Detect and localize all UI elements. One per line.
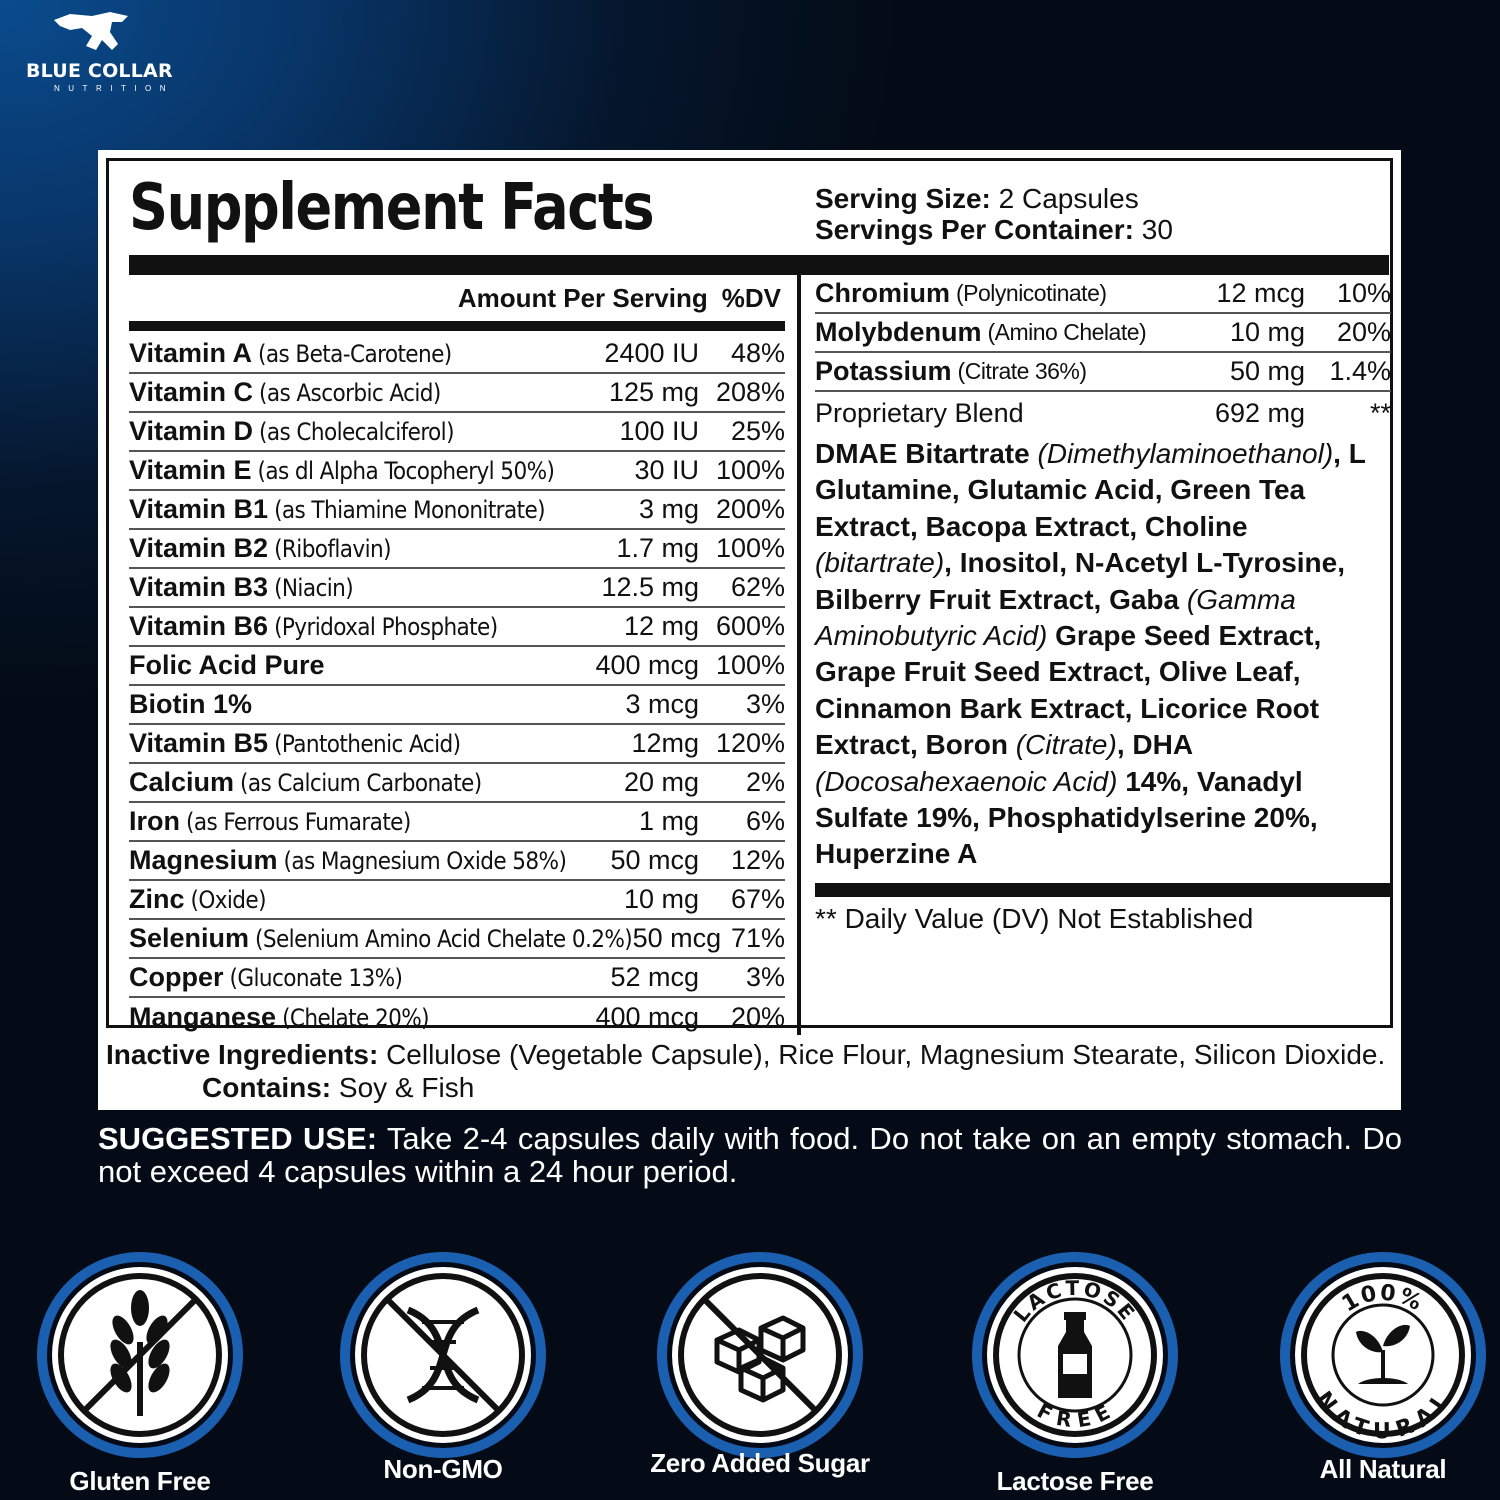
inactive-text: Cellulose (Vegetable Capsule), Rice Flour, Magnesium Stearate, Silicon Dioxide. — [378, 1039, 1386, 1070]
contains-text: Soy & Fish — [331, 1072, 475, 1103]
nutrient-dv: 208% — [715, 377, 785, 407]
column-divider — [797, 275, 801, 1035]
nutrient-amount: 2400 IU — [604, 338, 699, 368]
nutrient-dv: 2% — [745, 767, 785, 797]
nutrient-source: (Chelate 20%) — [282, 1003, 429, 1032]
badge-label: Non-GMO — [383, 1454, 503, 1484]
nutrient-dv: 100% — [715, 533, 785, 563]
nutrient-name: Calcium — [129, 767, 235, 797]
ring-bottom-text: FREE — [1033, 1398, 1117, 1433]
right-bottom-bar — [815, 883, 1393, 897]
nutrient-source: (as Ascorbic Acid) — [259, 378, 441, 407]
nutrient-amount: 12mg — [631, 728, 699, 758]
nutrient-amount: 52 mcg — [610, 962, 699, 992]
wheat-crossed-icon — [35, 1250, 245, 1460]
nutrient-source: (Pantothenic Acid) — [274, 729, 461, 758]
nutrient-dv: 3% — [745, 962, 785, 992]
badge-lactose-free — [965, 1250, 1185, 1496]
nutrient-dv: 25% — [730, 416, 785, 446]
nutrient-name: Iron — [129, 806, 180, 836]
nutrient-row — [129, 881, 785, 920]
nutrient-dv: 600% — [715, 611, 785, 641]
blend-ingredient-note: (Citrate) — [1015, 729, 1117, 761]
dv-header: %DV — [721, 282, 781, 313]
nutrient-source: (Amino Chelate) — [987, 319, 1147, 345]
nutrient-row — [129, 413, 785, 452]
bull-logo-icon — [52, 10, 132, 58]
nutrient-amount: 400 mcg — [595, 1002, 699, 1032]
servings-value: 30 — [1141, 214, 1173, 245]
badges-row — [0, 1250, 1500, 1500]
brand-logo — [26, 10, 206, 93]
nutrient-table-right — [815, 275, 1391, 873]
nutrient-source: (Riboflavin) — [274, 534, 391, 563]
blend-ingredient-text: 14%, Vanadyl Sulfate 19%, Phosphatidylserine 20%, Huperzine A — [815, 765, 1318, 870]
nutrient-row — [815, 353, 1391, 392]
badge-label: Zero Added Sugar — [650, 1448, 870, 1478]
nutrient-name: Vitamin A — [129, 338, 253, 368]
ring-top-text: 100% — [1337, 1280, 1428, 1318]
nutrient-row — [129, 725, 785, 764]
servings-label: Servings Per Container: — [815, 214, 1134, 245]
nutrient-row — [815, 275, 1391, 314]
nutrient-name: Vitamin D — [129, 416, 254, 446]
nutrient-amount: 125 mg — [608, 377, 699, 407]
badge-label: Lactose Free — [996, 1466, 1154, 1496]
nutrient-dv: 100% — [715, 650, 785, 680]
nutrient-source: (as Magnesium Oxide 58%) — [283, 846, 567, 875]
nutrient-row — [129, 452, 785, 491]
nutrient-name: Chromium — [815, 278, 950, 308]
blend-ingredient-note: (Docosahexaenoic Acid) — [815, 765, 1118, 797]
nutrient-row — [129, 686, 785, 725]
amount-header: Amount Per Serving — [457, 282, 708, 313]
nutrient-row — [129, 764, 785, 803]
nutrient-source: (as Ferrous Fumarate) — [186, 807, 411, 836]
nutrient-name: Vitamin B1 — [129, 494, 269, 524]
proprietary-blend-row — [815, 392, 1391, 434]
suggested-use — [98, 1122, 1402, 1188]
inactive-label: Inactive Ingredients: — [106, 1039, 379, 1070]
nutrient-source: (Polynicotinate) — [956, 280, 1107, 306]
nutrient-dv: 62% — [730, 572, 785, 602]
dv-note: ** Daily Value (DV) Not Established — [815, 903, 1254, 934]
blend-ingredient-text: DMAE Bitartrate — [815, 438, 1038, 469]
blend-ingredient-note: (Gamma Aminobutyric Acid) — [815, 583, 1296, 652]
nutrient-dv: 120% — [715, 728, 785, 758]
nutrient-name: Vitamin E — [129, 455, 252, 485]
nutrient-source: (Selenium Amino Acid Chelate 0.2%) — [255, 924, 633, 953]
suggested-use-label: SUGGESTED USE: — [98, 1121, 378, 1156]
nutrient-table-left — [129, 275, 785, 1037]
ring-bottom-text: NATURAL — [1310, 1387, 1456, 1445]
milk-bottle-icon — [970, 1250, 1180, 1460]
nutrient-amount: 30 IU — [634, 455, 699, 485]
nutrient-source: (as Cholecalciferol) — [259, 417, 454, 446]
table-header — [129, 275, 785, 321]
blend-ingredient-text: , DHA — [1116, 729, 1193, 761]
nutrient-dv: 200% — [715, 494, 785, 524]
nutrient-dv: 1.4% — [1329, 356, 1391, 386]
nutrient-dv: 6% — [745, 806, 785, 836]
nutrient-dv: 10% — [1336, 278, 1391, 308]
nutrient-amount: 100 IU — [619, 416, 699, 446]
nutrient-amount: 50 mcg — [610, 845, 699, 875]
inactive-ingredients — [106, 1038, 1386, 1104]
nutrient-row — [129, 374, 785, 413]
nutrient-source: (Niacin) — [274, 573, 354, 602]
serving-size-value: 2 Capsules — [998, 183, 1139, 214]
header-divider — [129, 321, 785, 331]
supplement-facts-panel — [98, 150, 1401, 1110]
brand-name: BLUE COLLAR — [26, 60, 173, 82]
blend-amount: 692 mg — [1214, 397, 1305, 428]
blend-ingredients — [815, 436, 1391, 873]
nutrient-row — [129, 842, 785, 881]
blend-ingredient-text: , L Glutamine, Glutamic Acid, Green Tea Extract, Bacopa Extract, Choline — [815, 438, 1366, 542]
nutrient-amount: 1 mg — [638, 806, 699, 836]
nutrient-dv: 67% — [730, 884, 785, 914]
badge-gluten-free — [30, 1250, 250, 1496]
sugar-cubes-crossed-icon — [655, 1250, 865, 1460]
nutrient-row — [129, 920, 785, 959]
blend-ingredient-note: (bitartrate) — [815, 547, 945, 579]
nutrient-row — [815, 314, 1391, 353]
nutrient-dv: 100% — [715, 455, 785, 485]
nutrient-amount: 50 mcg — [632, 923, 722, 953]
blend-ingredient-note: (Dimethylaminoethanol) — [1037, 438, 1334, 469]
blend-ingredient-text: Grape Seed Extract, Grape Fruit Seed Extract, Olive Leaf, Cinnamon Bark Extract, Licorice Root Extract, Boron — [815, 620, 1322, 761]
badge-label: All Natural — [1319, 1454, 1447, 1484]
nutrient-name: Manganese — [129, 1002, 277, 1032]
serving-size-label: Serving Size: — [815, 183, 991, 214]
nutrient-dv: 3% — [745, 689, 785, 719]
facts-box — [106, 158, 1393, 1032]
facts-title: Supplement Facts — [129, 171, 654, 245]
nutrient-amount: 3 mg — [638, 494, 699, 524]
nutrient-source: (Oxide) — [190, 885, 266, 914]
blend-name: Proprietary Blend — [815, 397, 1024, 428]
badge-non-gmo — [333, 1250, 553, 1484]
nutrient-name: Vitamin C — [129, 377, 254, 407]
nutrient-amount: 10 mg — [623, 884, 699, 914]
blend-ingredient-text: , Inositol, N-Acetyl L-Tyrosine, Bilberry Fruit Extract, Gaba — [815, 547, 1346, 615]
nutrient-row — [129, 608, 785, 647]
nutrient-name: Folic Acid Pure — [129, 650, 325, 680]
nutrient-dv: 12% — [730, 845, 785, 875]
nutrient-name: Vitamin B2 — [129, 533, 269, 563]
nutrient-dv: 71% — [730, 923, 785, 953]
nutrient-name: Selenium — [129, 923, 250, 953]
nutrient-amount: 12.5 mg — [601, 572, 699, 602]
thick-divider — [129, 255, 1389, 275]
serving-info — [815, 183, 1173, 245]
nutrient-source: (as Calcium Carbonate) — [240, 768, 482, 797]
nutrient-source: (as Beta-Carotene) — [258, 339, 452, 368]
contains-statement — [202, 1071, 474, 1104]
sprout-icon — [1278, 1250, 1488, 1460]
nutrient-row — [129, 959, 785, 998]
nutrient-amount: 12 mg — [623, 611, 699, 641]
nutrient-row — [129, 647, 785, 686]
nutrient-name: Biotin 1% — [129, 689, 253, 719]
nutrient-amount: 10 mg — [1229, 317, 1305, 347]
nutrient-row — [129, 335, 785, 374]
nutrient-source: (as Thiamine Mononitrate) — [274, 495, 545, 524]
nutrient-name: Magnesium — [129, 845, 278, 875]
suggested-use-text: Take 2-4 capsules daily with food. Do not take on an empty stomach. Do not exceed 4 capsules within a 24 hour period. — [98, 1121, 1402, 1189]
nutrient-source: (Pyridoxal Phosphate) — [274, 612, 498, 641]
nutrient-amount: 1.7 mg — [616, 533, 699, 563]
nutrient-dv: 20% — [730, 1002, 785, 1032]
nutrient-row — [129, 569, 785, 608]
badge-label: Gluten Free — [69, 1466, 211, 1496]
nutrient-amount: 20 mg — [623, 767, 699, 797]
nutrient-name: Copper — [129, 962, 224, 992]
nutrient-name: Vitamin B3 — [129, 572, 269, 602]
nutrient-source: (Citrate 36%) — [957, 358, 1087, 384]
nutrient-row — [129, 530, 785, 569]
nutrient-amount: 50 mg — [1229, 356, 1305, 386]
nutrient-name: Potassium — [815, 356, 952, 386]
nutrient-name: Zinc — [129, 884, 185, 914]
nutrient-name: Vitamin B5 — [129, 728, 269, 758]
contains-label: Contains: — [202, 1072, 332, 1103]
nutrient-amount: 400 mcg — [595, 650, 699, 680]
nutrient-source: (as dl Alpha Tocopheryl 50%) — [257, 456, 555, 485]
nutrient-name: Molybdenum — [815, 317, 982, 347]
badge-zero-added-sugar — [650, 1250, 870, 1478]
nutrient-row — [129, 491, 785, 530]
blend-dv: ** — [1369, 397, 1391, 428]
nutrient-amount: 12 mcg — [1216, 278, 1305, 308]
ring-top-text: LACTOSE — [1008, 1275, 1142, 1327]
nutrient-source: (Gluconate 13%) — [229, 963, 403, 992]
nutrient-name: Vitamin B6 — [129, 611, 269, 641]
nutrient-dv: 48% — [730, 338, 785, 368]
dna-crossed-icon — [338, 1250, 548, 1460]
badge-all-natural — [1273, 1250, 1493, 1484]
nutrient-amount: 3 mcg — [625, 689, 699, 719]
nutrient-row — [129, 803, 785, 842]
nutrient-row — [129, 998, 785, 1037]
nutrient-dv: 20% — [1336, 317, 1391, 347]
brand-subtitle: NUTRITION — [54, 84, 175, 93]
